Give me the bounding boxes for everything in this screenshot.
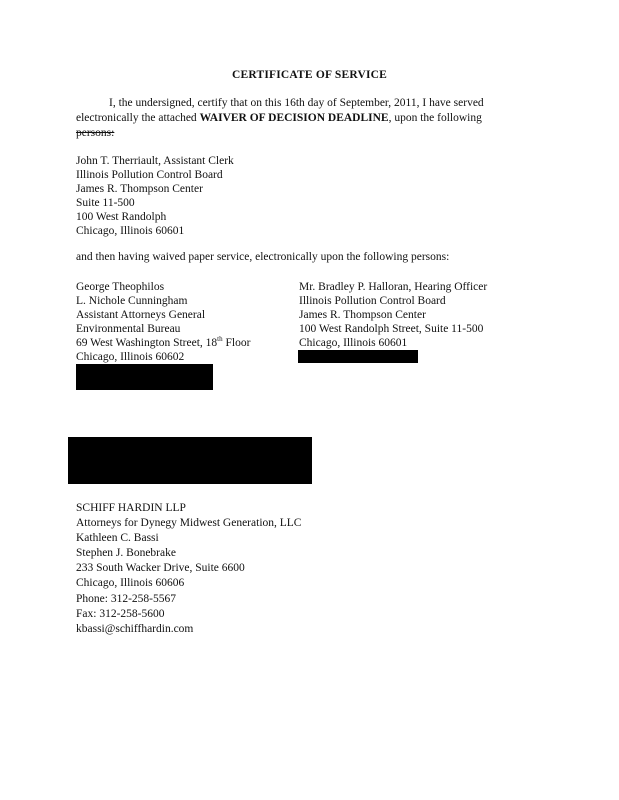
firm-line: SCHIFF HARDIN LLP: [76, 502, 186, 514]
redaction-bar: [298, 350, 418, 363]
address-line-street: [76, 336, 250, 350]
recipient-attorney-general-block: [76, 280, 250, 364]
redaction-bar: [76, 364, 213, 390]
firm-line: Phone: 312-258-5567: [76, 592, 176, 605]
address-line: Assistant Attorneys General: [76, 309, 206, 321]
address-line: James R. Thompson Center: [76, 183, 203, 195]
floor-text: Floor: [222, 337, 251, 349]
address-line: James R. Thompson Center: [299, 309, 426, 321]
address-line: 100 West Randolph: [76, 211, 167, 223]
address-line: 100 West Randolph Street, Suite 11-500: [299, 323, 484, 335]
address-line: Illinois Pollution Control Board: [76, 169, 223, 181]
waiver-statement: and then having waived paper service, electronically upon the following persons:: [76, 251, 450, 263]
firm-line: Fax: 312-258-5600: [76, 607, 165, 620]
address-line: Chicago, Illinois 60601: [76, 225, 185, 237]
recipient-hearing-officer-block: [299, 280, 487, 350]
firm-line: Kathleen C. Bassi: [76, 532, 159, 545]
address-line: L. Nichole Cunningham: [76, 295, 188, 307]
address-line: George Theophilos: [76, 281, 165, 293]
firm-line: 233 South Wacker Drive, Suite 6600: [76, 562, 245, 575]
address-line: Mr. Bradley P. Halloran, Hearing Officer: [299, 281, 488, 293]
address-line: Chicago, Illinois 60601: [299, 337, 408, 349]
address-line: Chicago, Illinois 60602: [76, 351, 185, 363]
address-line: Environmental Bureau: [76, 323, 181, 335]
firm-line: Attorneys for Dynegy Midwest Generation, LLC: [76, 517, 302, 530]
firm-email: kbassi@schiffhardin.com: [76, 622, 194, 635]
intro-document-name: WAIVER OF DECISION DEADLINE: [199, 112, 389, 124]
firm-line: Stephen J. Bonebrake: [76, 547, 176, 560]
address-line: John T. Therriault, Assistant Clerk: [76, 155, 234, 167]
address-line: Suite 11-500: [76, 197, 135, 209]
intro-struck-word: persons:: [76, 127, 115, 139]
recipient-clerk-block: [76, 154, 234, 238]
signature-redaction: [68, 437, 312, 484]
street-text: 69 West Washington Street, 18: [76, 337, 218, 349]
intro-text-1: I, the undersigned, certify that on this 16th day of September, 2011, I have served electronically the attached: [76, 97, 484, 124]
address-line: Illinois Pollution Control Board: [299, 295, 446, 307]
document-title: CERTIFICATE OF SERVICE: [231, 69, 388, 81]
intro-text-2: , upon the following: [388, 112, 482, 124]
intro-paragraph: [76, 96, 516, 141]
law-firm-signature-block: [76, 501, 301, 637]
ordinal-suffix: th: [217, 335, 223, 344]
firm-line: Chicago, Illinois 60606: [76, 577, 185, 590]
